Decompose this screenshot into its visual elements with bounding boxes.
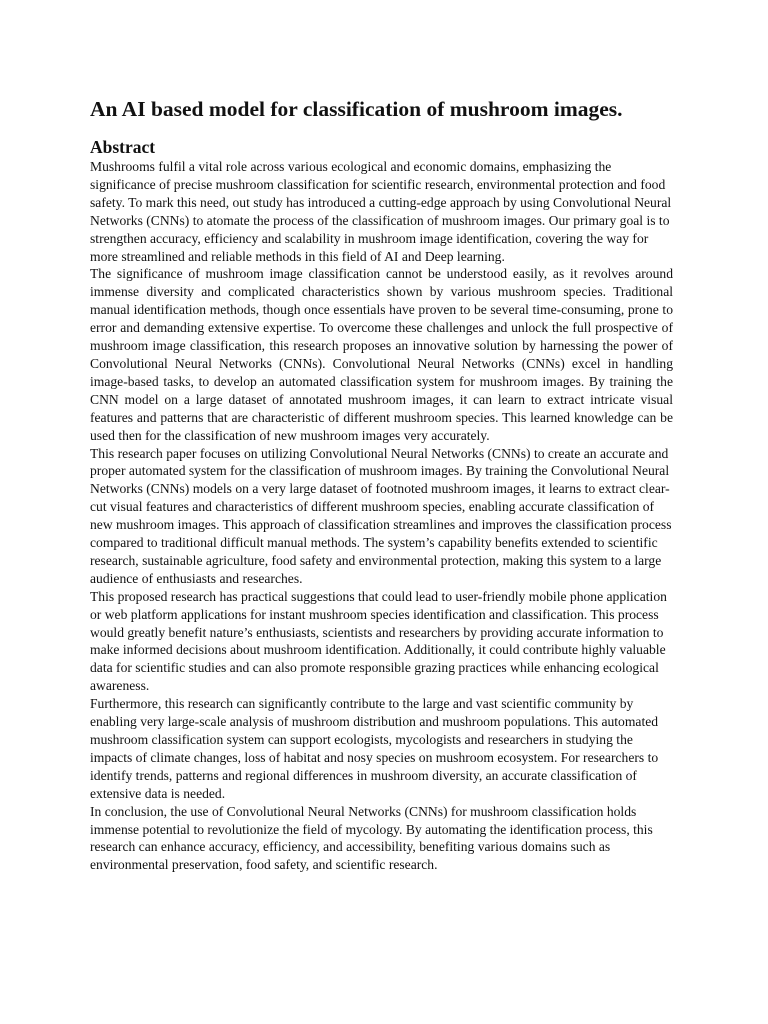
abstract-paragraph-3: This research paper focuses on utilizing Convolutional Neural Networks (CNNs) to create an accurate and proper automated system for the classification of mushroom images. By training the Convolutional Neural Networks (CNNs) models on a very large dataset of footnoted mushroom images, it learns to extract clear-cut visual features and characteristics of different mushroom species, enabling accurate classification of new mushroom images. This approach of classification streamlines and improves the classification process compared to traditional difficult manual methods. The system’s capability benefits extended to scientific research, sustainable agriculture, food safety and environmental protection, making this system to a large audience of enthusiasts and researches. [90,445,672,586]
abstract-paragraph-5: Furthermore, this research can significantly contribute to the large and vast scientific community by enabling very large-scale analysis of mushroom distribution and mushroom populations. This automated mushroom classification system can support ecologists, mycologists and researchers in studying the impacts of climate changes, loss of habitat and nosy species on mushroom ecosystem. For researchers to identify trends, patterns and regional differences in mushroom diversity, an accurate classification of extensive data is needed. [90,696,659,801]
abstract-paragraph-4: This proposed research has practical suggestions that could lead to user-friendly mobile phone application or web platform applications for instant mushroom species identification and classification. This process would greatly benefit nature’s enthusiasts, scientists and researchers by providing accurate information to make informed decisions about mushroom identification. Additionally, it could contribute highly valuable data for scientific studies and can also promote responsible grazing practices while enhancing ecological awareness. [90,588,667,694]
document-page [90,94,673,874]
abstract-heading: Abstract [90,137,156,157]
abstract-paragraph-6: In conclusion, the use of Convolutional Neural Networks (CNNs) for mushroom classification holds immense potential to revolutionize the field of mycology. By automating the identification process, this research can enhance accuracy, efficiency, and accessibility, benefiting various domains such as environmental preservation, food safety, and scientific research. [90,803,653,873]
document-title: An AI based model for classification of mushroom images. [90,97,623,121]
abstract-paragraph-2: The significance of mushroom image classification cannot be understood easily, as it revolves around immense diversity and complicated characteristics shown by various mushroom species. Traditional manual identification methods, though once essentials have proven to be several time-consuming, prone to error and demanding extensive expertise. To overcome these challenges and unlock the full prospective of mushroom image classification, this research proposes an innovative solution by harnessing the power of Convolutional Neural Networks (CNNs). Convolutional Neural Networks (CNNs) excel in handling image-based tasks, to develop an automated classification system for mushroom images. By training the CNN model on a large dataset of annotated mushroom images, it can learn to extract intricate visual features and patterns that are characteristic of different mushroom species. This learned knowledge can be used then for the classification of new mushroom images very accurately. [90,266,673,443]
abstract-paragraph-1: Mushrooms fulfil a vital role across various ecological and economic domains, emphasizing the significance of precise mushroom classification for scientific research, environmental protection and food safety. To mark this need, out study has introduced a cutting-edge approach by using Convolutional Neural Networks (CNNs) to atomate the process of the classification of mushroom images. Our primary goal is to strengthen accuracy, efficiency and scalability in mushroom image identification, covering the way for more streamlined and reliable methods in this field of AI and Deep learning. [90,159,672,264]
